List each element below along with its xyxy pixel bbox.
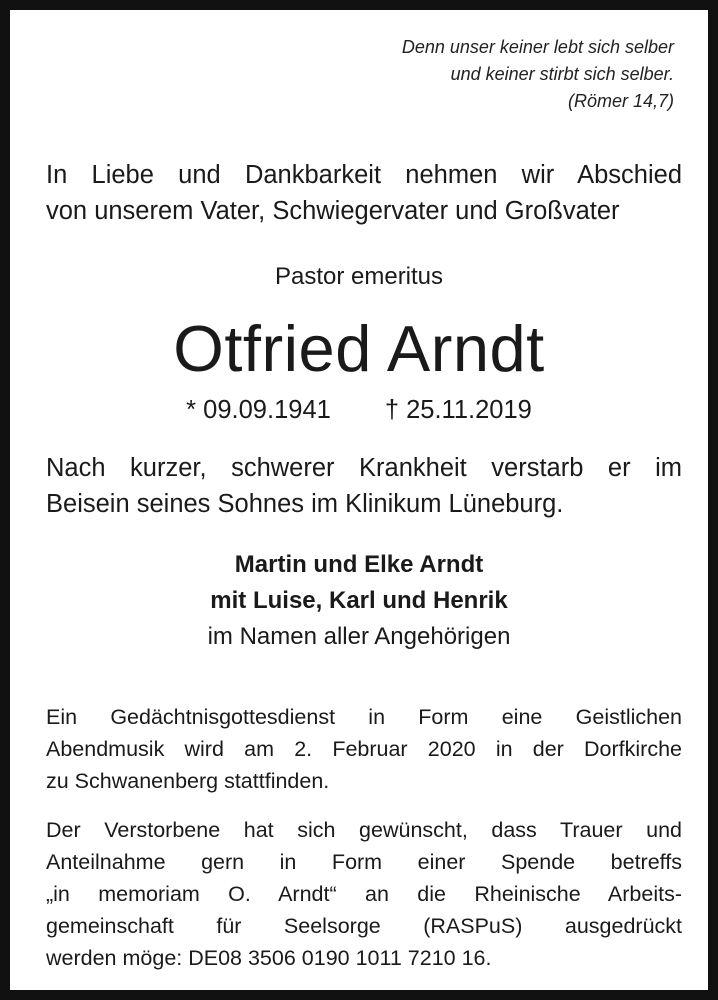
service-line: Abendmusik wird am 2. Februar 2020 in der Dorfkirche <box>46 737 682 761</box>
donation-line: „in memoriam O. Arndt“ an die Rheinische Arbeits- <box>46 882 682 906</box>
verse-reference: (Römer 14,7) <box>567 91 674 111</box>
donation-line: werden möge: DE08 3506 0190 1011 7210 16. <box>46 946 492 970</box>
donation-line: Der Verstorbene hat sich gewünscht, dass Trauer und <box>46 818 682 842</box>
death-notice-text <box>46 450 682 522</box>
intro-line: von unserem Vater, Schwiegervater und Großvater <box>46 197 620 225</box>
memorial-service-text <box>46 701 682 797</box>
intro-line: In Liebe und Dankbarkeit nehmen wir Abschied <box>46 161 682 189</box>
signers-block <box>10 547 708 655</box>
bible-verse <box>402 34 674 115</box>
deceased-name: Otfried Arndt <box>173 312 545 385</box>
signer-relatives: im Namen aller Angehörigen <box>207 623 511 650</box>
death-notice-line: Nach kurzer, schwerer Krankheit verstarb er im <box>46 454 682 482</box>
signer-names: Martin und Elke Arndt <box>234 551 484 578</box>
intro-text <box>46 157 682 229</box>
life-dates <box>10 393 708 427</box>
donation-line: gemeinschaft für Seelsorge (RASPuS) ausgedrückt <box>46 914 682 938</box>
deceased-title: Pastor emeritus <box>274 263 444 290</box>
service-line: zu Schwanenberg stattfinden. <box>46 769 330 793</box>
verse-line: Denn unser keiner lebt sich selber <box>401 37 674 57</box>
death-date: † 25.11.2019 <box>384 396 532 424</box>
donation-line: Anteilnahme gern in Form einer Spende betreffs <box>46 850 682 874</box>
donation-text <box>46 814 682 974</box>
death-notice-line: Beisein seines Sohnes im Klinikum Lüneburg. <box>46 490 564 518</box>
birth-date: * 09.09.1941 <box>186 396 331 424</box>
service-line: Ein Gedächtnisgottesdienst in Form eine Geistlichen <box>46 705 682 729</box>
verse-line: und keiner stirbt sich selber. <box>450 64 674 84</box>
signer-family: mit Luise, Karl und Henrik <box>210 587 508 614</box>
